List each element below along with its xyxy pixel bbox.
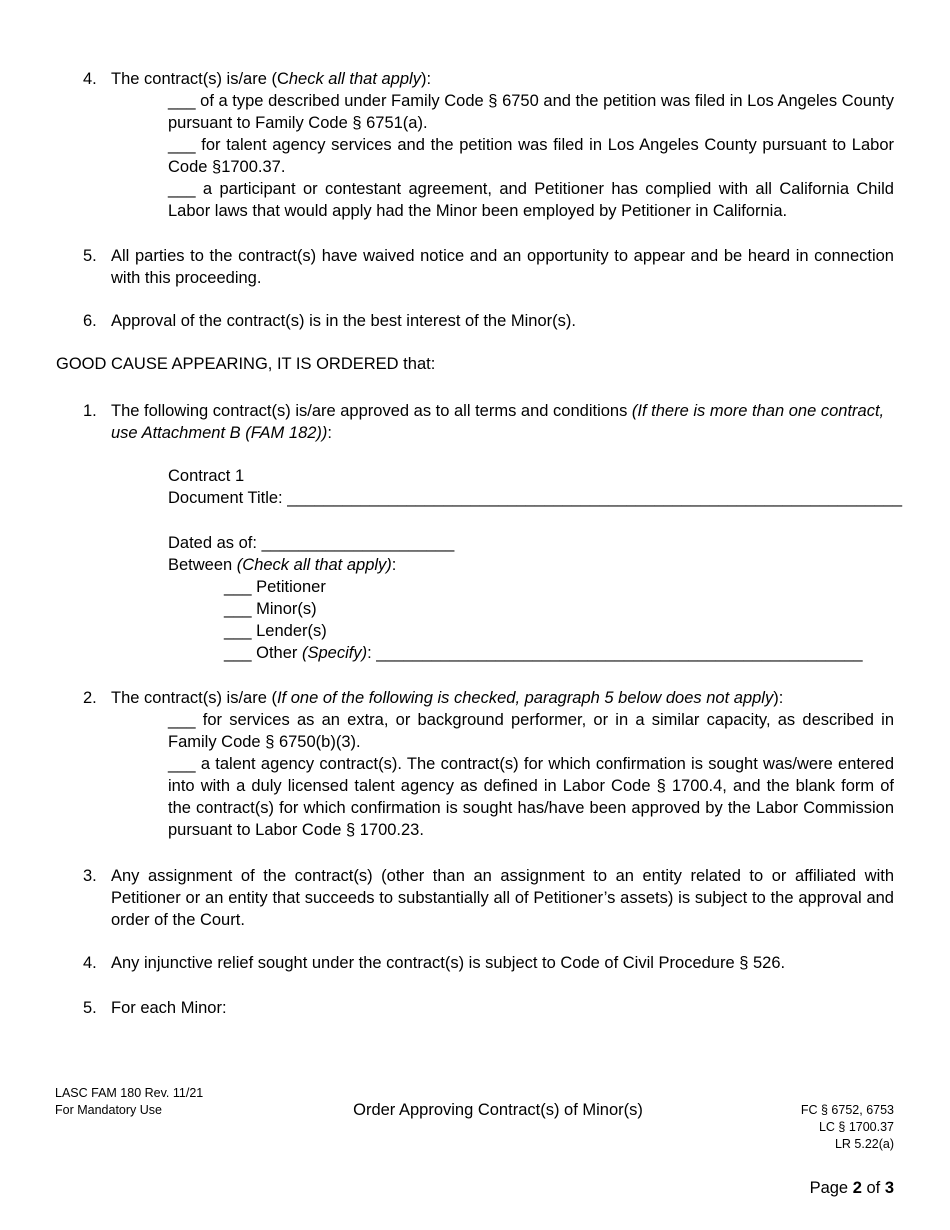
- order-5-number: 5.: [83, 999, 97, 1017]
- finding-6-number: 6.: [83, 312, 97, 330]
- finding-4-option-talent-agency: ___ for talent agency services and the petition was filed in Los Angeles County pursuant to Labor Code §1700.37.: [168, 136, 894, 176]
- between-label: Between (Check all that apply):: [168, 556, 397, 574]
- form-id: LASC FAM 180 Rev. 11/21: [55, 1086, 204, 1100]
- dated-as-of-field: Dated as of: _____________________: [168, 534, 455, 552]
- checkbox-blank[interactable]: ___: [168, 136, 196, 154]
- page-number: Page 2 of 3: [809, 1179, 894, 1197]
- finding-5-number: 5.: [83, 247, 97, 265]
- order-3-number: 3.: [83, 867, 97, 885]
- checkbox-blank[interactable]: ___: [224, 644, 252, 662]
- finding-4-lead: The contract(s) is/are (Check all that apply):: [111, 70, 432, 88]
- party-other: ___ Other (Specify): _____________________________________________________: [224, 644, 863, 662]
- finding-5-text: All parties to the contract(s) have waived notice and an opportunity to appear and be heard in connection with this proceeding.: [111, 247, 894, 287]
- finding-4-number: 4.: [83, 70, 97, 88]
- checkbox-blank[interactable]: ___: [168, 755, 196, 773]
- order-1-text: The following contract(s) is/are approved as to all terms and conditions (If there is more than one contract, use Attachment B (FAM 182)):: [111, 402, 885, 442]
- order-4-text: Any injunctive relief sought under the contract(s) is subject to Code of Civil Procedure § 526.: [111, 954, 786, 972]
- order-2-text: The contract(s) is/are (If one of the following is checked, paragraph 5 below does not apply):: [111, 689, 784, 707]
- checkbox-blank[interactable]: ___: [168, 92, 196, 110]
- order-1-number: 1.: [83, 402, 97, 420]
- footer-title: Order Approving Contract(s) of Minor(s): [353, 1101, 643, 1119]
- footer-codes: [801, 1102, 894, 1153]
- checkbox-blank[interactable]: ___: [224, 600, 252, 618]
- order-4-number: 4.: [83, 954, 97, 972]
- order-2-number: 2.: [83, 689, 97, 707]
- finding-4-option-family-code: ___ of a type described under Family Code § 6750 and the petition was filed in Los Angeles County pursuant to Family Code § 6751(a).: [168, 92, 894, 132]
- order-2-option-talent-agency: ___ a talent agency contract(s). The contract(s) for which confirmation is sought was/were entered into with a duly licensed talent agency as defined in Labor Code § 1700.4, and the blank form of the contract(s) for which confirmation is sought has/have been approved by the Labor Commission pursuant to Labor Code § 1700.23.: [168, 755, 894, 839]
- party-lenders: ___ Lender(s): [224, 622, 327, 640]
- code-lr: LR 5.22(a): [834, 1137, 894, 1151]
- order-3-text: Any assignment of the contract(s) (other than an assignment to an entity related to or affiliated with Petitioner or an entity that succeeds to substantially all of Petitioner’s assets) is subject to the approval and order of the Court.: [111, 867, 894, 929]
- order-heading: GOOD CAUSE APPEARING, IT IS ORDERED that:: [56, 355, 436, 373]
- checkbox-blank[interactable]: ___: [224, 622, 252, 640]
- contract-label: Contract 1: [168, 467, 245, 485]
- dated-as-of-blank[interactable]: _____________________: [261, 534, 455, 552]
- order-2-option-extra: ___ for services as an extra, or background performer, or in a similar capacity, as described in Family Code § 6750(b)(3).: [168, 711, 894, 751]
- other-specify-blank[interactable]: _____________________________________________________: [376, 644, 863, 662]
- order-5-text: For each Minor:: [111, 999, 227, 1017]
- checkbox-blank[interactable]: ___: [168, 711, 196, 729]
- finding-6-text: Approval of the contract(s) is in the best interest of the Minor(s).: [111, 312, 576, 330]
- checkbox-blank[interactable]: ___: [168, 180, 196, 198]
- document-title-blank[interactable]: ___________________________________________________________________: [287, 489, 903, 507]
- party-minors: ___ Minor(s): [224, 600, 317, 618]
- party-petitioner: ___ Petitioner: [224, 578, 326, 596]
- finding-4-option-participant: ___ a participant or contestant agreement, and Petitioner has complied with all California Child Labor laws that would apply had the Minor been employed by Petitioner in California.: [168, 180, 894, 220]
- mandatory-use: For Mandatory Use: [55, 1103, 162, 1117]
- checkbox-blank[interactable]: ___: [224, 578, 252, 596]
- code-lc: LC § 1700.37: [818, 1120, 894, 1134]
- document-title-field: Document Title: ___________________________________________________________________: [168, 489, 903, 507]
- code-fc: FC § 6752, 6753: [800, 1103, 894, 1117]
